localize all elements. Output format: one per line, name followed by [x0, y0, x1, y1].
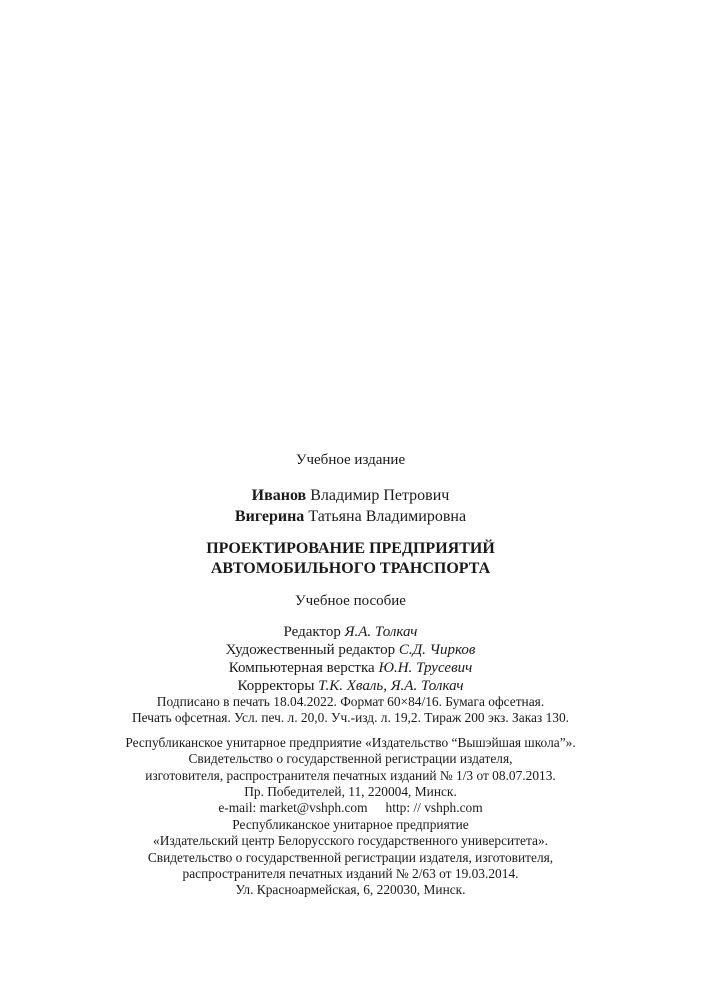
publisher-line: Пр. Победителей, 11, 220004, Минск.	[244, 783, 457, 799]
staff-role: Художественный редактор	[225, 642, 396, 658]
publisher-line: Республиканское унитарное предприятие «Издательство “Вышэйшая школа”».	[125, 735, 576, 750]
edition-type-text: Учебное издание	[295, 452, 406, 468]
edition-type	[0, 452, 701, 469]
imprint-details	[0, 694, 701, 727]
publisher-email: e-mail: market@vshph.com	[218, 800, 368, 816]
printer-line: Свидетельство о государственной регистрации издателя, изготовителя,	[147, 849, 554, 865]
title-line: АВТОМОБИЛЬНОГО ТРАНСПОРТА	[210, 560, 491, 577]
title-line: ПРОЕКТИРОВАНИЕ ПРЕДПРИЯТИЙ	[206, 540, 495, 557]
staff-names: Я.А. Толкач	[344, 624, 418, 640]
staff-role: Корректоры	[237, 678, 315, 694]
author-line	[0, 485, 701, 506]
staff-line	[0, 641, 701, 659]
staff-names: Т.К. Хваль, Я.А. Толкач	[318, 678, 464, 694]
book-kind	[0, 593, 701, 610]
author-surname: Иванов	[251, 487, 307, 504]
imprint-line: Подписано в печать 18.04.2022. Формат 60×84/16. Бумага офсетная.	[156, 694, 545, 709]
author-line	[0, 506, 701, 527]
staff-line	[0, 677, 701, 695]
author-given-name: Владимир Петрович	[310, 487, 450, 504]
book-title	[0, 539, 701, 579]
staff-credits	[0, 623, 701, 695]
author-surname: Вигерина	[234, 508, 305, 525]
authors-block	[0, 485, 701, 527]
publisher-website: http: // vshph.com	[385, 800, 483, 816]
staff-names: С.Д. Чирков	[398, 642, 476, 658]
publisher-line: изготовителя, распространителя печатных изданий № 1/3 от 08.07.2013.	[145, 767, 556, 783]
publisher-line: Свидетельство о государственной регистрации издателя,	[188, 751, 513, 767]
printer-line: распространителя печатных изданий № 2/63 от 19.03.2014.	[182, 865, 519, 881]
publisher-info	[0, 735, 701, 816]
staff-line	[0, 623, 701, 641]
staff-line	[0, 659, 701, 677]
printer-line: «Издательский центр Белорусского государственного университета».	[153, 833, 548, 849]
staff-role: Компьютерная верстка	[228, 660, 375, 676]
staff-role: Редактор	[283, 624, 341, 640]
imprint-line: Печать офсетная. Усл. печ. л. 20,0. Уч.-изд. л. 19,2. Тираж 200 экз. Заказ 130.	[131, 710, 570, 726]
publisher-contacts	[0, 800, 701, 816]
printer-info	[0, 817, 701, 898]
printer-line: Ул. Красноармейская, 6, 220030, Минск.	[235, 882, 466, 898]
author-given-name: Татьяна Владимировна	[308, 508, 467, 525]
staff-names: Ю.Н. Трусевич	[378, 660, 473, 676]
printer-line: Республиканское унитарное предприятие	[232, 817, 469, 832]
book-kind-text: Учебное пособие	[295, 593, 406, 609]
